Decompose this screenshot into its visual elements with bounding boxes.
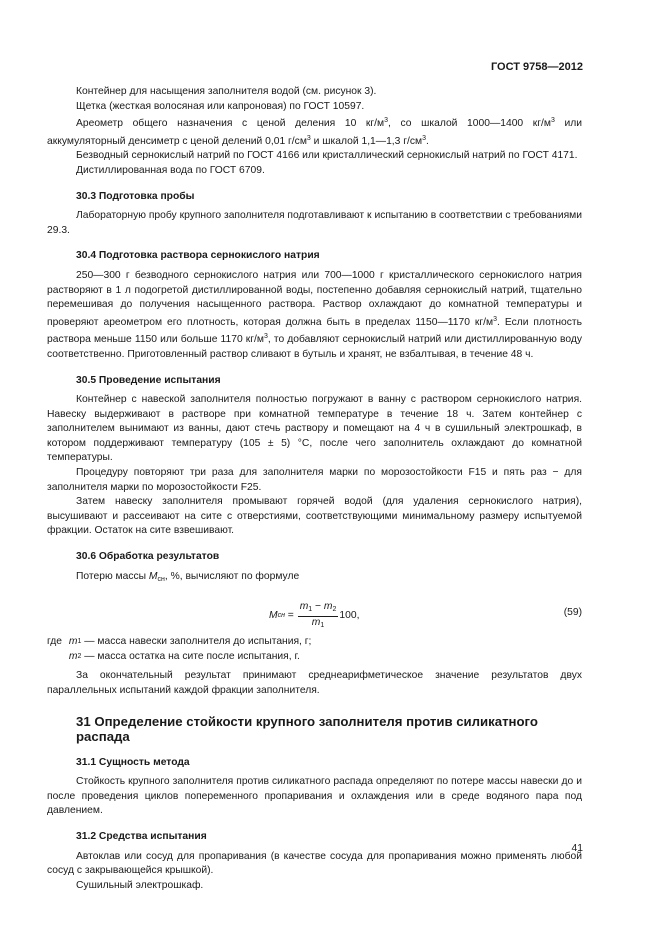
mass-loss-formula: M сн = $\frac{m_1 - m_2}{m_1}$ 100, xyxy=(269,601,359,632)
paragraph-areometer: Ареометр общего назначения с ценой деления 10 $кг/м^3$, со шкалой 1000—1400 $кг/м^3$ или аккумуляторный денсиметр с ценой делений 0,01 $г/см^3$ и шкалой 1,1—1,3 $г/см^3$. xyxy=(47,117,582,147)
paragraph-water: Дистиллированная вода по ГОСТ 6709. xyxy=(76,164,265,176)
heading-31-2: 31.2 Средства испытания xyxy=(76,830,207,842)
page-number: 41 xyxy=(571,843,583,854)
paragraph-30-3: Лабораторную пробу крупного заполнителя подготавливают к испытанию в соответствии с требованиями 29.3. xyxy=(47,210,582,236)
paragraph-31-1: Стойкость крупного заполнителя против силикатного распада определяют по потере массы навески до и после проведения циклов попеременного пропаривания и охлаждения или в среде водяного пара под давлением. xyxy=(47,776,582,817)
formula-denominator: $m_1$ xyxy=(311,617,325,630)
where-item-m2: m 2 — масса остатка на сите после испытания, г. xyxy=(68,650,300,662)
page-content xyxy=(47,85,582,893)
formula-number: (59) xyxy=(563,607,582,619)
formula-row xyxy=(47,593,582,631)
paragraph-brush: Щетка (жесткая волосяная или капроновая) по ГОСТ 10597. xyxy=(76,100,365,112)
paragraph-30-5-c: Затем навеску заполнителя промывают горячей водой (для удаления сернокислого натрия), высушивают и рассеивают на сите с отверстиями, соответствующими минимальному размеру испытуемой фракции. Остаток на сите взвешивают. xyxy=(47,496,582,537)
heading-30-5: 30.5 Проведение испытания xyxy=(76,374,221,386)
paragraph-30-5-b: Процедуру повторяют три раза для заполнителя марки по морозостойкости F15 и пять раз − для заполнителя марки по морозостойкости F25. xyxy=(47,467,582,493)
where-item-m1: где m 1 — масса навески заполнителя до испытания, г; xyxy=(47,636,312,648)
paragraph-autoclave: Автоклав или сосуд для пропаривания (в качестве сосуда для пропаривания можно применять любой сосуд с закрывающейся крышкой). xyxy=(47,850,582,877)
heading-31: 31 Определение стойкости крупного заполнителя против силикатного распада xyxy=(76,713,538,745)
paragraph-30-5-a: Контейнер с навеской заполнителя полностью погружают в ванну с раствором сернокислого натрия. Навеску выдерживают в растворе при комнатной температуре в течение 18 ч. Затем контейнер с заполнителем вынимают из ванны, дают стечь раствору и помещают на 4 ч в сушильный электрошкаф, в котором поддерживают температуру (105 ± 5) °С, после чего заполнитель охлаждают до комнатной температуры. xyxy=(47,394,582,464)
paragraph-container: Контейнер для насыщения заполнителя водой (см. рисунок 3). xyxy=(76,86,377,97)
paragraph-drying-oven: Сушильный электрошкаф. xyxy=(76,879,204,891)
heading-30-3: 30.3 Подготовка пробы xyxy=(76,190,195,202)
heading-30-6: 30.6 Обработка результатов xyxy=(76,551,220,563)
paragraph-sulfate: Безводный сернокислый натрий по ГОСТ 4166 или кристаллический сернокислый натрий по ГОСТ 4171. xyxy=(76,150,578,162)
paragraph-30-4: 250—300 г безводного сернокислого натрия или 700—1000 г кристаллического сернокислого натрия растворяют в 1 л подогретой дистиллированной воды, постепенно добавляя сернокислый натрий, тщательно перемешивая до получения насыщенного раствора. Раствор охлаждают до комнатной температуры и проверяют ареометром его плотность, которая должна быть в пределах 1150—1170 $кг/м^3$. Если плотность раствора меньше 1150 или больше 1170 $кг/м^3$, то добавляют сернокислый натрий или дистиллированную воду соответственно. Приготовленный раствор сливают в бутыль и хранят, не взбалтывая, в течение 48 ч. xyxy=(47,269,582,360)
paragraph-final-result: За окончательный результат принимают среднеарифметическое значение результатов двух параллельных испытаний каждой фракции заполнителя. xyxy=(47,670,582,696)
formula-fraction xyxy=(298,601,339,632)
paragraph-formula-intro: Потерю массы $M_{сн}$, %, вычисляют по формуле xyxy=(76,570,300,583)
standard-header: ГОСТ 9758—2012 xyxy=(490,61,583,73)
where-list xyxy=(47,635,582,664)
heading-30-4: 30.4 Подготовка раствора сернокислого натрия xyxy=(76,250,320,262)
heading-31-1: 31.1 Сущность метода xyxy=(76,756,190,768)
formula-numerator: $m_1 - m_2$ xyxy=(298,601,339,617)
